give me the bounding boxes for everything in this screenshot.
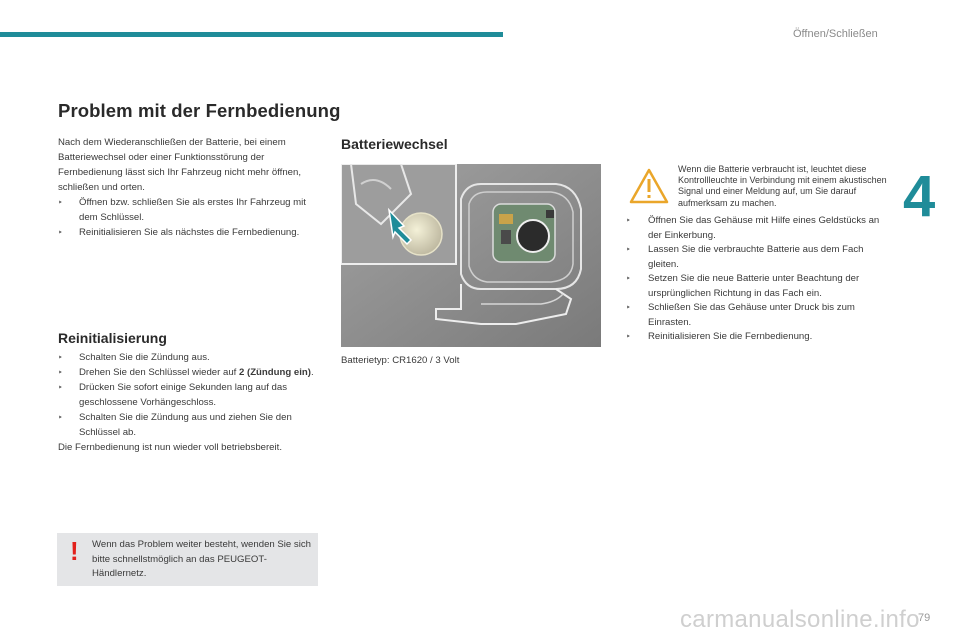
bullet-icon: ‣ bbox=[58, 228, 63, 237]
list-item bbox=[58, 225, 323, 240]
key-illustration-icon bbox=[341, 164, 601, 347]
list-item bbox=[626, 214, 894, 243]
page-number: 79 bbox=[918, 612, 931, 624]
bullet-icon: ‣ bbox=[58, 413, 63, 422]
list-item bbox=[58, 195, 323, 225]
bullet-icon: ‣ bbox=[58, 198, 63, 207]
intro-text: Nach dem Wiederanschließen der Batterie, bei einem Batteriewechsel oder einer Funktionsstörung der Fernbedienung lässt sich Ihr Fahrzeug nicht mehr öffnen, schließen und orten. bbox=[58, 137, 302, 193]
list-item bbox=[58, 410, 320, 440]
list-item-text: Lassen Sie die verbrauchte Batterie aus dem Fach gleiten. bbox=[648, 244, 864, 270]
battery-info-text: Wenn die Batterie verbraucht ist, leuchtet diese Kontrollleuchte in Verbindung mit einem akustischen Signal und einer Meldung auf, um Sie darauf aufmerksam zu machen. bbox=[678, 164, 887, 208]
reinit-heading: Reinitialisierung bbox=[58, 330, 167, 346]
bullet-icon: ‣ bbox=[58, 368, 63, 377]
list-item bbox=[58, 365, 320, 380]
bullet-icon: ‣ bbox=[626, 332, 631, 341]
warning-text: Wenn das Problem weiter besteht, wenden Sie sich bitte schnellstmöglich an das PEUGEOT-Händlernetz. bbox=[92, 539, 311, 579]
key-battery-photo bbox=[341, 164, 601, 347]
reinit-closing: Die Fernbedienung ist nun wieder voll betriebsbereit. bbox=[58, 442, 282, 453]
section-title: Öffnen/Schließen bbox=[793, 28, 878, 40]
list-item-text: Drücken Sie sofort einige Sekunden lang auf das geschlossene Vorhängeschloss. bbox=[79, 382, 287, 408]
chapter-number: 4 bbox=[903, 164, 936, 229]
list-item bbox=[626, 330, 894, 345]
list-item-text: Öffnen Sie das Gehäuse mit Hilfe eines Geldstücks an der Einkerbung. bbox=[648, 215, 880, 241]
list-item-text: Schalten Sie die Zündung aus und ziehen Sie den Schlüssel ab. bbox=[79, 412, 292, 438]
list-item-text: Reinitialisieren Sie als nächstes die Fernbedienung. bbox=[79, 227, 300, 238]
battery-steps bbox=[626, 214, 894, 345]
list-item bbox=[58, 380, 320, 410]
list-item-text: Schalten Sie die Zündung aus. bbox=[79, 352, 210, 363]
intro-block bbox=[58, 135, 323, 240]
list-item-text: Reinitialisieren Sie die Fernbedienung. bbox=[648, 331, 813, 342]
list-item bbox=[626, 301, 894, 330]
watermark: carmanualsonline.info bbox=[680, 606, 920, 633]
bullet-icon: ‣ bbox=[626, 245, 631, 254]
bullet-icon: ‣ bbox=[58, 383, 63, 392]
header-accent-bar bbox=[0, 32, 503, 37]
list-item-suffix: . bbox=[310, 367, 314, 378]
bullet-icon: ‣ bbox=[626, 303, 631, 312]
page-title: Problem mit der Fernbedienung bbox=[58, 100, 341, 121]
battery-caption: Batterietyp: CR1620 / 3 Volt bbox=[341, 355, 460, 366]
bullet-icon: ‣ bbox=[58, 353, 63, 362]
bullet-icon: ‣ bbox=[626, 274, 631, 283]
exclamation-icon: ! bbox=[70, 536, 79, 566]
bullet-icon: ‣ bbox=[626, 216, 631, 225]
warning-triangle-icon bbox=[629, 168, 669, 204]
list-item-text: Setzen Sie die neue Batterie unter Beachtung der ursprünglichen Richtung in das Fach ein. bbox=[648, 273, 860, 299]
list-item bbox=[626, 272, 894, 301]
reinit-block bbox=[58, 350, 320, 455]
battery-heading: Batteriewechsel bbox=[341, 136, 448, 152]
list-item-text: Schließen Sie das Gehäuse unter Druck bis zum Einrasten. bbox=[648, 302, 855, 328]
list-item-text: Öffnen bzw. schließen Sie als erstes Ihr Fahrzeug mit dem Schlüssel. bbox=[79, 197, 306, 223]
list-item-bold: 2 (Zündung ein) bbox=[239, 367, 311, 378]
list-item bbox=[626, 243, 894, 272]
list-item-text: Drehen Sie den Schlüssel wieder auf bbox=[79, 367, 239, 378]
list-item bbox=[58, 350, 320, 365]
